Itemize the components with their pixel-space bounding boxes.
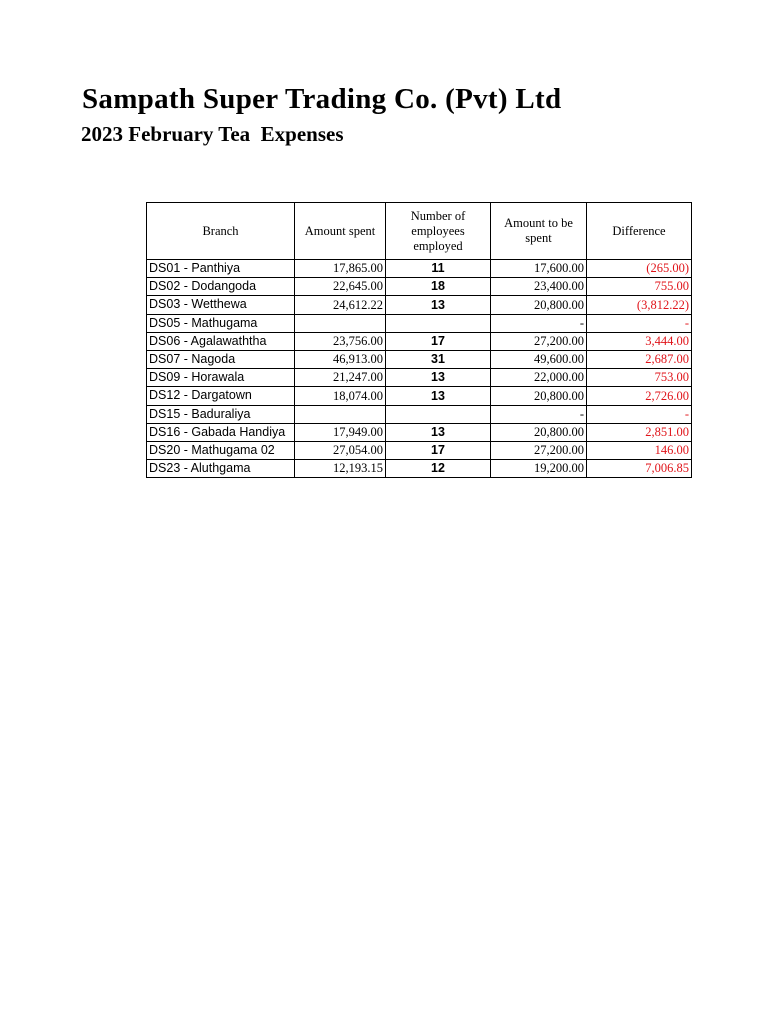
cell-amount-to-be-spent: 20,800.00 [491, 423, 587, 441]
table-row [147, 387, 692, 405]
cell-amount-to-be-spent: 22,000.00 [491, 369, 587, 387]
cell-amount-spent: 18,074.00 [295, 387, 386, 405]
table-row [147, 314, 692, 332]
cell-amount-to-be-spent: 27,200.00 [491, 332, 587, 350]
cell-amount-to-be-spent: 20,800.00 [491, 296, 587, 314]
cell-difference: 2,687.00 [587, 350, 692, 368]
cell-branch: DS20 - Mathugama 02 [147, 441, 295, 459]
cell-employees: 13 [386, 369, 491, 387]
document-subtitle: 2023 February Tea Expenses [81, 122, 344, 146]
cell-difference: 755.00 [587, 278, 692, 296]
table-row [147, 350, 692, 368]
cell-amount-spent: 22,645.00 [295, 278, 386, 296]
cell-difference: 7,006.85 [587, 460, 692, 478]
cell-branch: DS07 - Nagoda [147, 350, 295, 368]
cell-amount-spent: 21,247.00 [295, 369, 386, 387]
cell-amount-to-be-spent: 49,600.00 [491, 350, 587, 368]
cell-amount-to-be-spent: 17,600.00 [491, 260, 587, 278]
cell-employees: 13 [386, 387, 491, 405]
cell-amount-spent: 24,612.22 [295, 296, 386, 314]
cell-branch: DS01 - Panthiya [147, 260, 295, 278]
cell-branch: DS03 - Wetthewa [147, 296, 295, 314]
cell-amount-spent [295, 314, 386, 332]
table-row [147, 296, 692, 314]
cell-branch: DS23 - Aluthgama [147, 460, 295, 478]
cell-branch: DS12 - Dargatown [147, 387, 295, 405]
cell-employees: 18 [386, 278, 491, 296]
cell-branch: DS06 - Agalawaththa [147, 332, 295, 350]
table-row [147, 260, 692, 278]
table-row [147, 405, 692, 423]
cell-amount-spent: 23,756.00 [295, 332, 386, 350]
cell-amount-spent [295, 405, 386, 423]
cell-employees [386, 405, 491, 423]
header-employees: Number of employees employed [386, 203, 491, 260]
cell-employees: 12 [386, 460, 491, 478]
cell-amount-spent: 46,913.00 [295, 350, 386, 368]
cell-difference: 753.00 [587, 369, 692, 387]
cell-employees: 17 [386, 332, 491, 350]
cell-branch: DS05 - Mathugama [147, 314, 295, 332]
cell-amount-to-be-spent: 19,200.00 [491, 460, 587, 478]
header-difference: Difference [587, 203, 692, 260]
cell-amount-to-be-spent: - [491, 405, 587, 423]
cell-difference: (3,812.22) [587, 296, 692, 314]
cell-employees: 13 [386, 296, 491, 314]
cell-employees: 13 [386, 423, 491, 441]
cell-amount-to-be-spent: 20,800.00 [491, 387, 587, 405]
cell-employees: 17 [386, 441, 491, 459]
cell-branch: DS15 - Baduraliya [147, 405, 295, 423]
cell-difference: 146.00 [587, 441, 692, 459]
header-branch: Branch [147, 203, 295, 260]
table-row [147, 332, 692, 350]
header-amount-to-be-spent: Amount to be spent [491, 203, 587, 260]
cell-employees: 31 [386, 350, 491, 368]
table-body [147, 260, 692, 478]
cell-branch: DS16 - Gabada Handiya [147, 423, 295, 441]
cell-difference: 2,851.00 [587, 423, 692, 441]
cell-difference: - [587, 405, 692, 423]
cell-difference: 3,444.00 [587, 332, 692, 350]
cell-branch: DS02 - Dodangoda [147, 278, 295, 296]
cell-difference: 2,726.00 [587, 387, 692, 405]
cell-employees: 11 [386, 260, 491, 278]
cell-amount-to-be-spent: - [491, 314, 587, 332]
cell-amount-to-be-spent: 23,400.00 [491, 278, 587, 296]
document-title: Sampath Super Trading Co. (Pvt) Ltd [82, 83, 562, 115]
expenses-table [146, 202, 692, 478]
table-header-row [147, 203, 692, 260]
cell-employees [386, 314, 491, 332]
table-row [147, 423, 692, 441]
table-row [147, 460, 692, 478]
cell-difference: - [587, 314, 692, 332]
table-row [147, 369, 692, 387]
cell-amount-to-be-spent: 27,200.00 [491, 441, 587, 459]
cell-difference: (265.00) [587, 260, 692, 278]
cell-amount-spent: 17,949.00 [295, 423, 386, 441]
cell-amount-spent: 27,054.00 [295, 441, 386, 459]
header-amount-spent: Amount spent [295, 203, 386, 260]
cell-amount-spent: 12,193.15 [295, 460, 386, 478]
table-row [147, 441, 692, 459]
cell-branch: DS09 - Horawala [147, 369, 295, 387]
table-row [147, 278, 692, 296]
cell-amount-spent: 17,865.00 [295, 260, 386, 278]
